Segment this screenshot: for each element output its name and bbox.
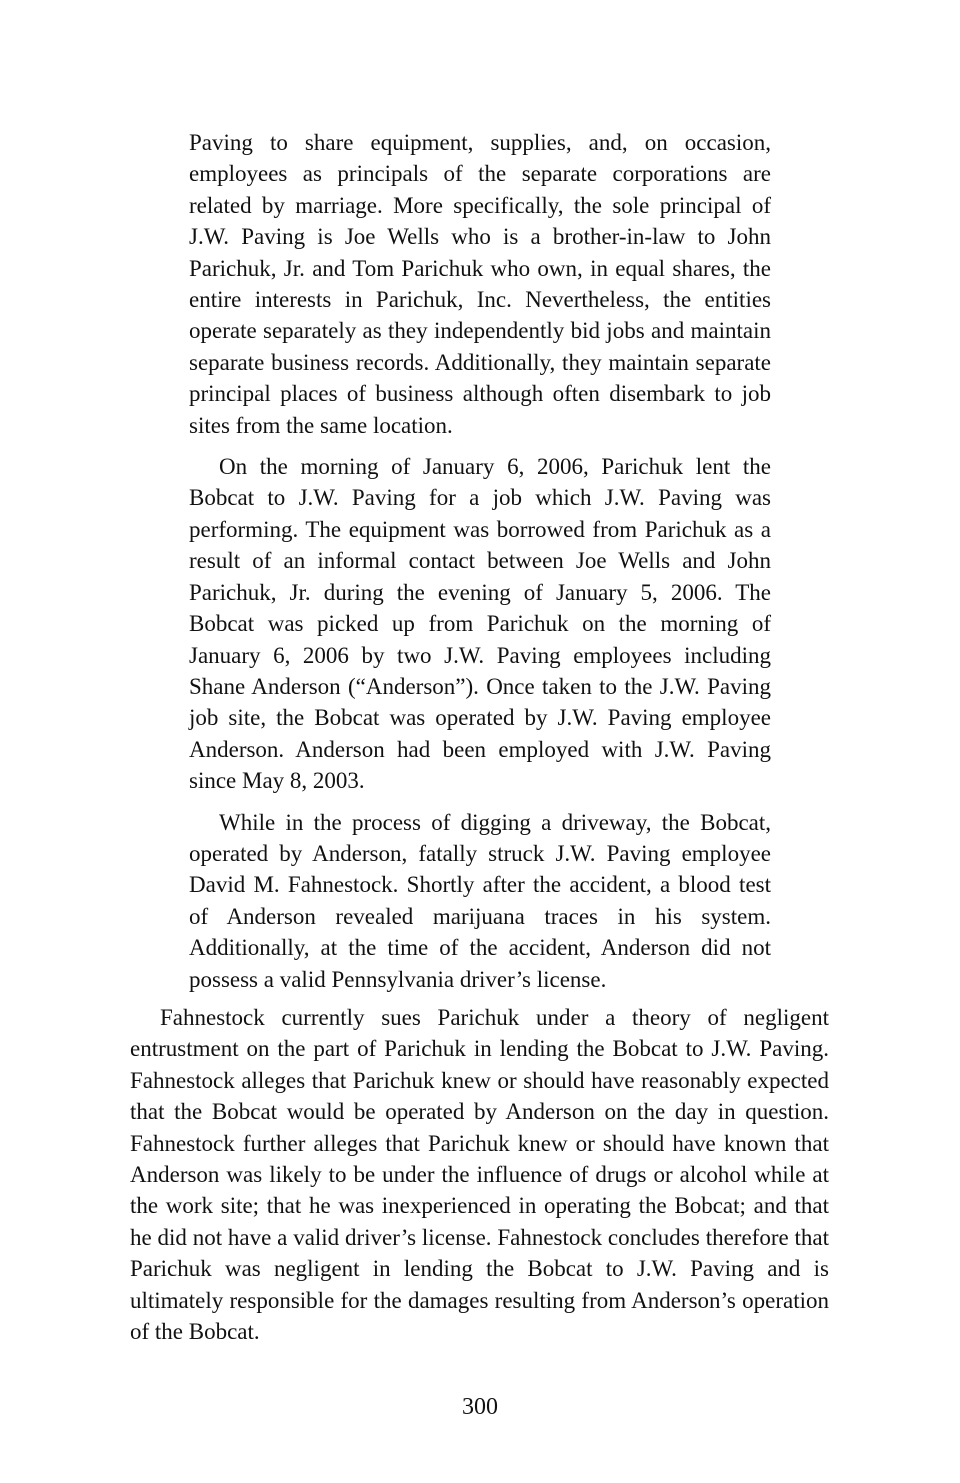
quote-paragraph-2: On the morning of January 6, 2006, Parichuk lent the Bobcat to J.W. Paving for a job which J.W. Paving was performing. The equipment was borrowed from Parichuk as a result of an informal contact between Joe Wells and John Parichuk, Jr. during the evening of January 5, 2006. The Bobcat was picked up from Parichuk on the morning of January 6, 2006 by two J.W. Paving employees including Shane Anderson (“Anderson”). Once taken to the J.W. Paving job site, the Bobcat was operated by J.W. Paving employee Anderson. Anderson had been employed with J.W. Paving since May 8, 2003. [189,454,771,794]
body-text [130,1002,829,1347]
quote-paragraph-3: While in the process of digging a driveway, the Bobcat, operated by Anderson, fatally struck J.W. Paving employee David M. Fahnestock. Shortly after the accident, a blood test of Anderson revealed marijuana traces in his system. Additionally, at the time of the accident, Anderson did not possess a valid Pennsylvania driver’s license. [189,809,771,992]
block-quote [189,127,771,995]
quote-paragraph-1: Paving to share equipment, supplies, and, on occasion, employees as principals of the separate corporations are related by marriage. More specifically, the sole principal of J.W. Paving is Joe Wells who is a brother-in-law to John Parichuk, Jr. and Tom Parichuk who own, in equal shares, the entire interests in Parichuk, Inc. Nevertheless, the entities operate separately as they independently bid jobs and maintain separate business records. Additionally, they maintain separate principal places of business although often disembark to job sites from the same location. [189,130,771,438]
body-paragraph-1: Fahnestock currently sues Parichuk under a theory of negligent entrustment on the part of Parichuk in lending the Bobcat to J.W. Paving. Fahnestock alleges that Parichuk knew or should have reasonably expected that the Bobcat would be operated by Anderson on the day in question. Fahnestock further alleges that Parichuk knew or should have known that Anderson was likely to be under the influence of drugs or alcohol while at the work site; that he was inexperienced in operating the Bobcat; and that he did not have a valid driver’s license. Fahnestock concludes therefore that Parichuk was negligent in lending the Bobcat to J.W. Paving and is ultimately responsible for the damages resulting from Anderson’s operation of the Bobcat. [130,1005,829,1345]
page-number: 300 [462,1394,498,1420]
